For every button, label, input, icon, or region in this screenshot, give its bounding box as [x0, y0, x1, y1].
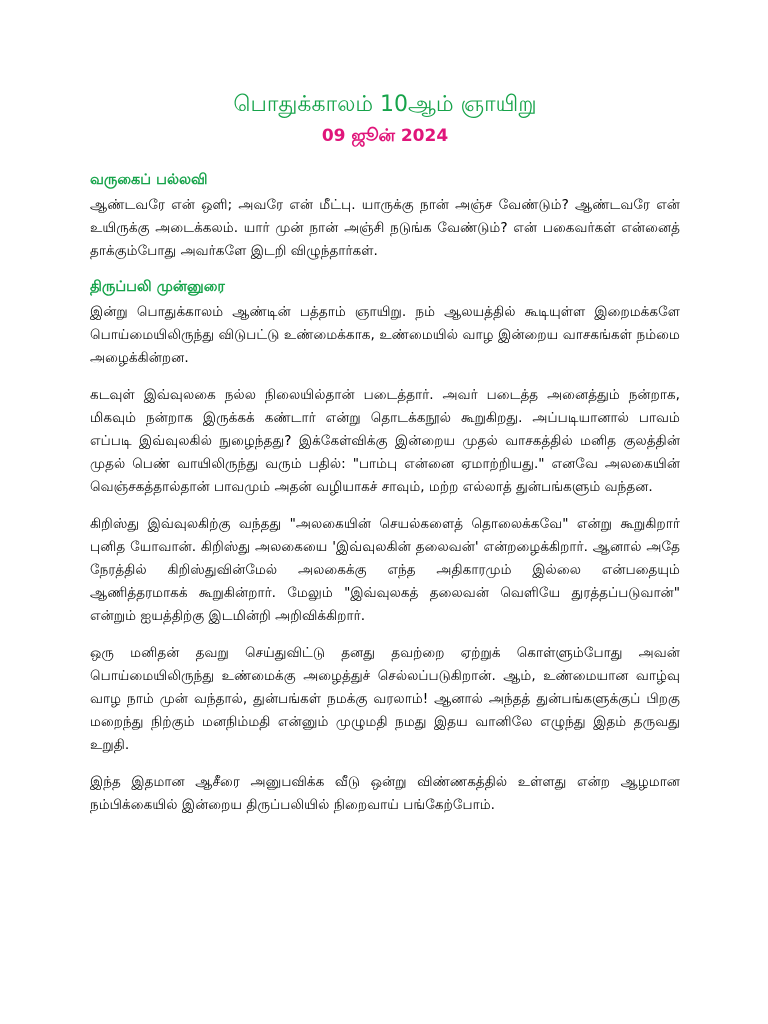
introduction-heading: திருப்பலி முன்னுரை — [90, 279, 225, 295]
entrance-antiphon-section — [90, 170, 680, 263]
introduction-paragraph-5: இந்த இதமான ஆசீரை அனுபவிக்க வீடு ஒன்று விண்ணகத்தில் உள்ளது என்ற ஆழமான நம்பிக்கையில் இன்றைய திருப்பலியில் நிறைவாய் பங்கேற்போம். — [90, 774, 680, 813]
entrance-antiphon-heading: வருகைப் பல்லவி — [90, 172, 208, 188]
introduction-paragraph-2: கடவுள் இவ்வுலகை நல்ல நிலையில்தான் படைத்தார். அவர் படைத்த அனைத்தும் நன்றாக, மிகவும் நன்றாக இருக்கக் கண்டார் என்று தொடக்கநூல் கூறுகிறது. அப்படியானால் பாவம் எப்படி இவ்வுலகில் நுழைந்தது? இக்கேள்விக்கு இன்றைய முதல் வாசகத்தில் மனித குலத்தின் முதல் பெண் வாயிலிருந்து வரும் பதில்: "பாம்பு என்னை ஏமாற்றியது." எனவே அலகையின் வெஞ்சகத்தால்தான் பாவமும் அதன் வழியாகச் சாவும், மற்ற எல்லாத் துன்பங்களும் வந்தன. — [90, 387, 680, 495]
introduction-paragraph-1: இன்று பொதுக்காலம் ஆண்டின் பத்தாம் ஞாயிறு. நம் ஆலயத்தில் கூடியுள்ள இறைமக்களே பொய்மையிலிருந்து விடுபட்டு உண்மைக்காக, உண்மையில் வாழ இன்றைய வாசகங்கள் நம்மை அழைக்கின்றன. — [90, 304, 680, 366]
page-date: 09 ஜூன் 2024 — [321, 126, 449, 146]
entrance-antiphon-text: ஆண்டவரே என் ஒளி; அவரே என் மீட்பு. யாருக்கு நான் அஞ்ச வேண்டும்? ஆண்டவரே என் உயிருக்கு அடைக்கலம். யார் முன் நான் அஞ்சி நடுங்க வேண்டும்? என் பகைவர்கள் என்னைத் தாக்கும்போது அவர்களே இடறி விழுந்தார்கள். — [90, 197, 680, 259]
introduction-paragraph-3: கிறிஸ்து இவ்வுலகிற்கு வந்தது "அலகையின் செயல்களைத் தொலைக்கவே" என்று கூறுகிறார் புனித யோவான். கிறிஸ்து அலகையை 'இவ்வுலகின் தலைவன்' என்றழைக்கிறார். ஆனால் அதே நேரத்தில் கிறிஸ்துவின்மேல் அலகைக்கு எந்த அதிகாரமும் இல்லை என்பதையும் ஆணித்தரமாகக் கூறுகின்றார். மேலும் "இவ்வுலகத் தலைவன் வெளியே துரத்தப்படுவான்" என்றும் ஐயத்திற்கு இடமின்றி அறிவிக்கிறார். — [90, 516, 680, 624]
introduction-section — [90, 277, 680, 817]
introduction-paragraph-4: ஒரு மனிதன் தவறு செய்துவிட்டு தனது தவற்றை ஏற்றுக் கொள்ளும்போது அவன் பொய்மையிலிருந்து உண்மைக்கு அழைத்துச் செல்லப்படுகிறான். ஆம், உண்மையான வாழ்வு வாழ நாம் முன் வந்தால், துன்பங்கள் நமக்கு வரலாம்! ஆனால் அந்தத் துன்பங்களுக்குப் பிறகு மறைந்து நிற்கும் மனநிம்மதி என்னும் முழுமதி நமது இதய வானிலே எழுந்து இதம் தருவது உறுதி. — [90, 645, 680, 753]
document-page — [90, 90, 680, 817]
page-title: பொதுக்காலம் 10ஆம் ஞாயிறு — [233, 92, 537, 117]
